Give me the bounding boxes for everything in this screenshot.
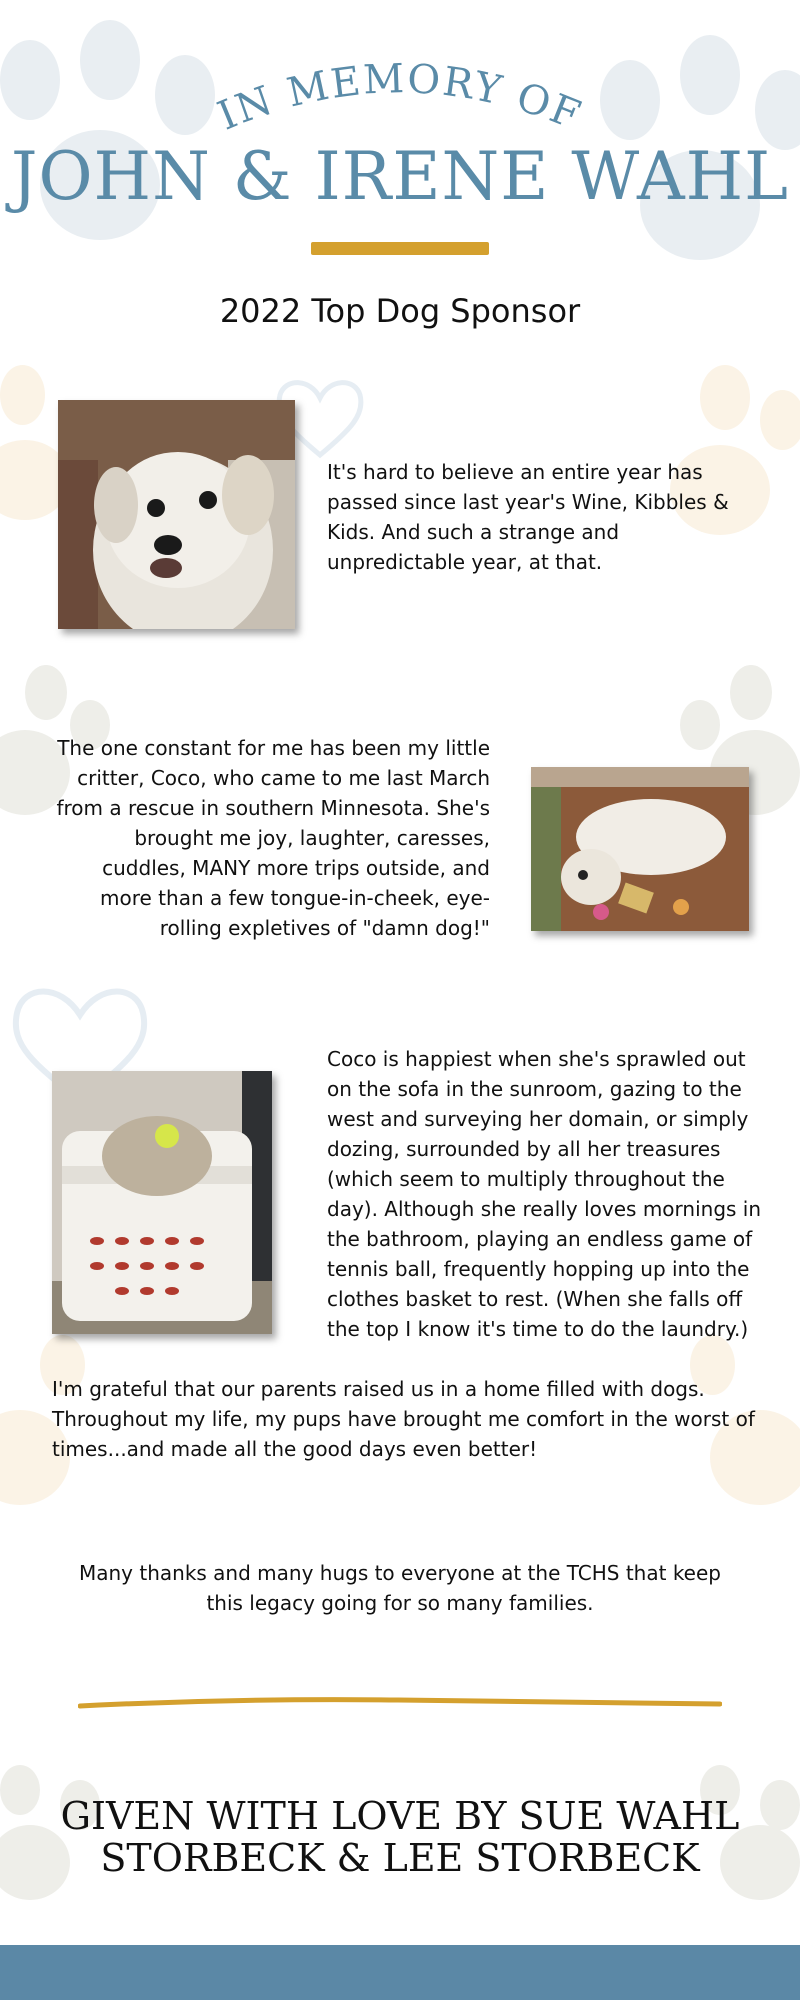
coco-portrait-photo xyxy=(58,400,295,629)
svg-text:IN MEMORY OF: IN MEMORY OF xyxy=(211,56,589,140)
happiest-paragraph: Coco is happiest when she's sprawled out on the sofa in the sunroom, gazing to the west and surveying her domain, or simply dozing, surrounded by all her treasures (which seem to multiply throughout the day). Although she really loves mornings in the bathroom, playing an endless game of tennis ball, frequently hopping up into the clothes basket to rest. (When she falls off the top I know it's time to do the laundry.) xyxy=(327,1047,762,1341)
thanks-paragraph: Many thanks and many hugs to everyone at the TCHS that keep this legacy going for so many families. xyxy=(78,1561,721,1615)
intro-paragraph: It's hard to believe an entire year has passed since last year's Wine, Kibbles & Kids. And such a strange and unpredictable year, at that. xyxy=(327,460,729,574)
coco-in-basket-photo xyxy=(52,1071,272,1334)
coco-on-blanket-photo xyxy=(531,767,749,931)
memory-line xyxy=(0,30,800,140)
honorees-title: JOHN & IRENE WAHL xyxy=(10,138,790,215)
grateful-paragraph: I'm grateful that our parents raised us in a home filled with dogs. Throughout my life, my pups have brought me comfort in the worst of times...and made all the good days even better! xyxy=(52,1377,755,1461)
bottom-band xyxy=(0,1945,800,2000)
sponsor-line: 2022 Top Dog Sponsor xyxy=(219,292,581,330)
gold-divider xyxy=(311,242,489,255)
given-by-title: GIVEN WITH LOVE BY SUE WAHL STORBECK & LEE STORBECK xyxy=(60,1794,740,1880)
gold-wavy-divider xyxy=(78,1692,722,1716)
coco-paragraph: The one constant for me has been my little critter, Coco, who came to me last March from a rescue in southern Minnesota. She's brought me joy, laughter, caresses, cuddles, MANY more trips outside, and more than a few tongue-in-cheek, eye-rolling expletives of "damn dog!" xyxy=(56,736,490,940)
